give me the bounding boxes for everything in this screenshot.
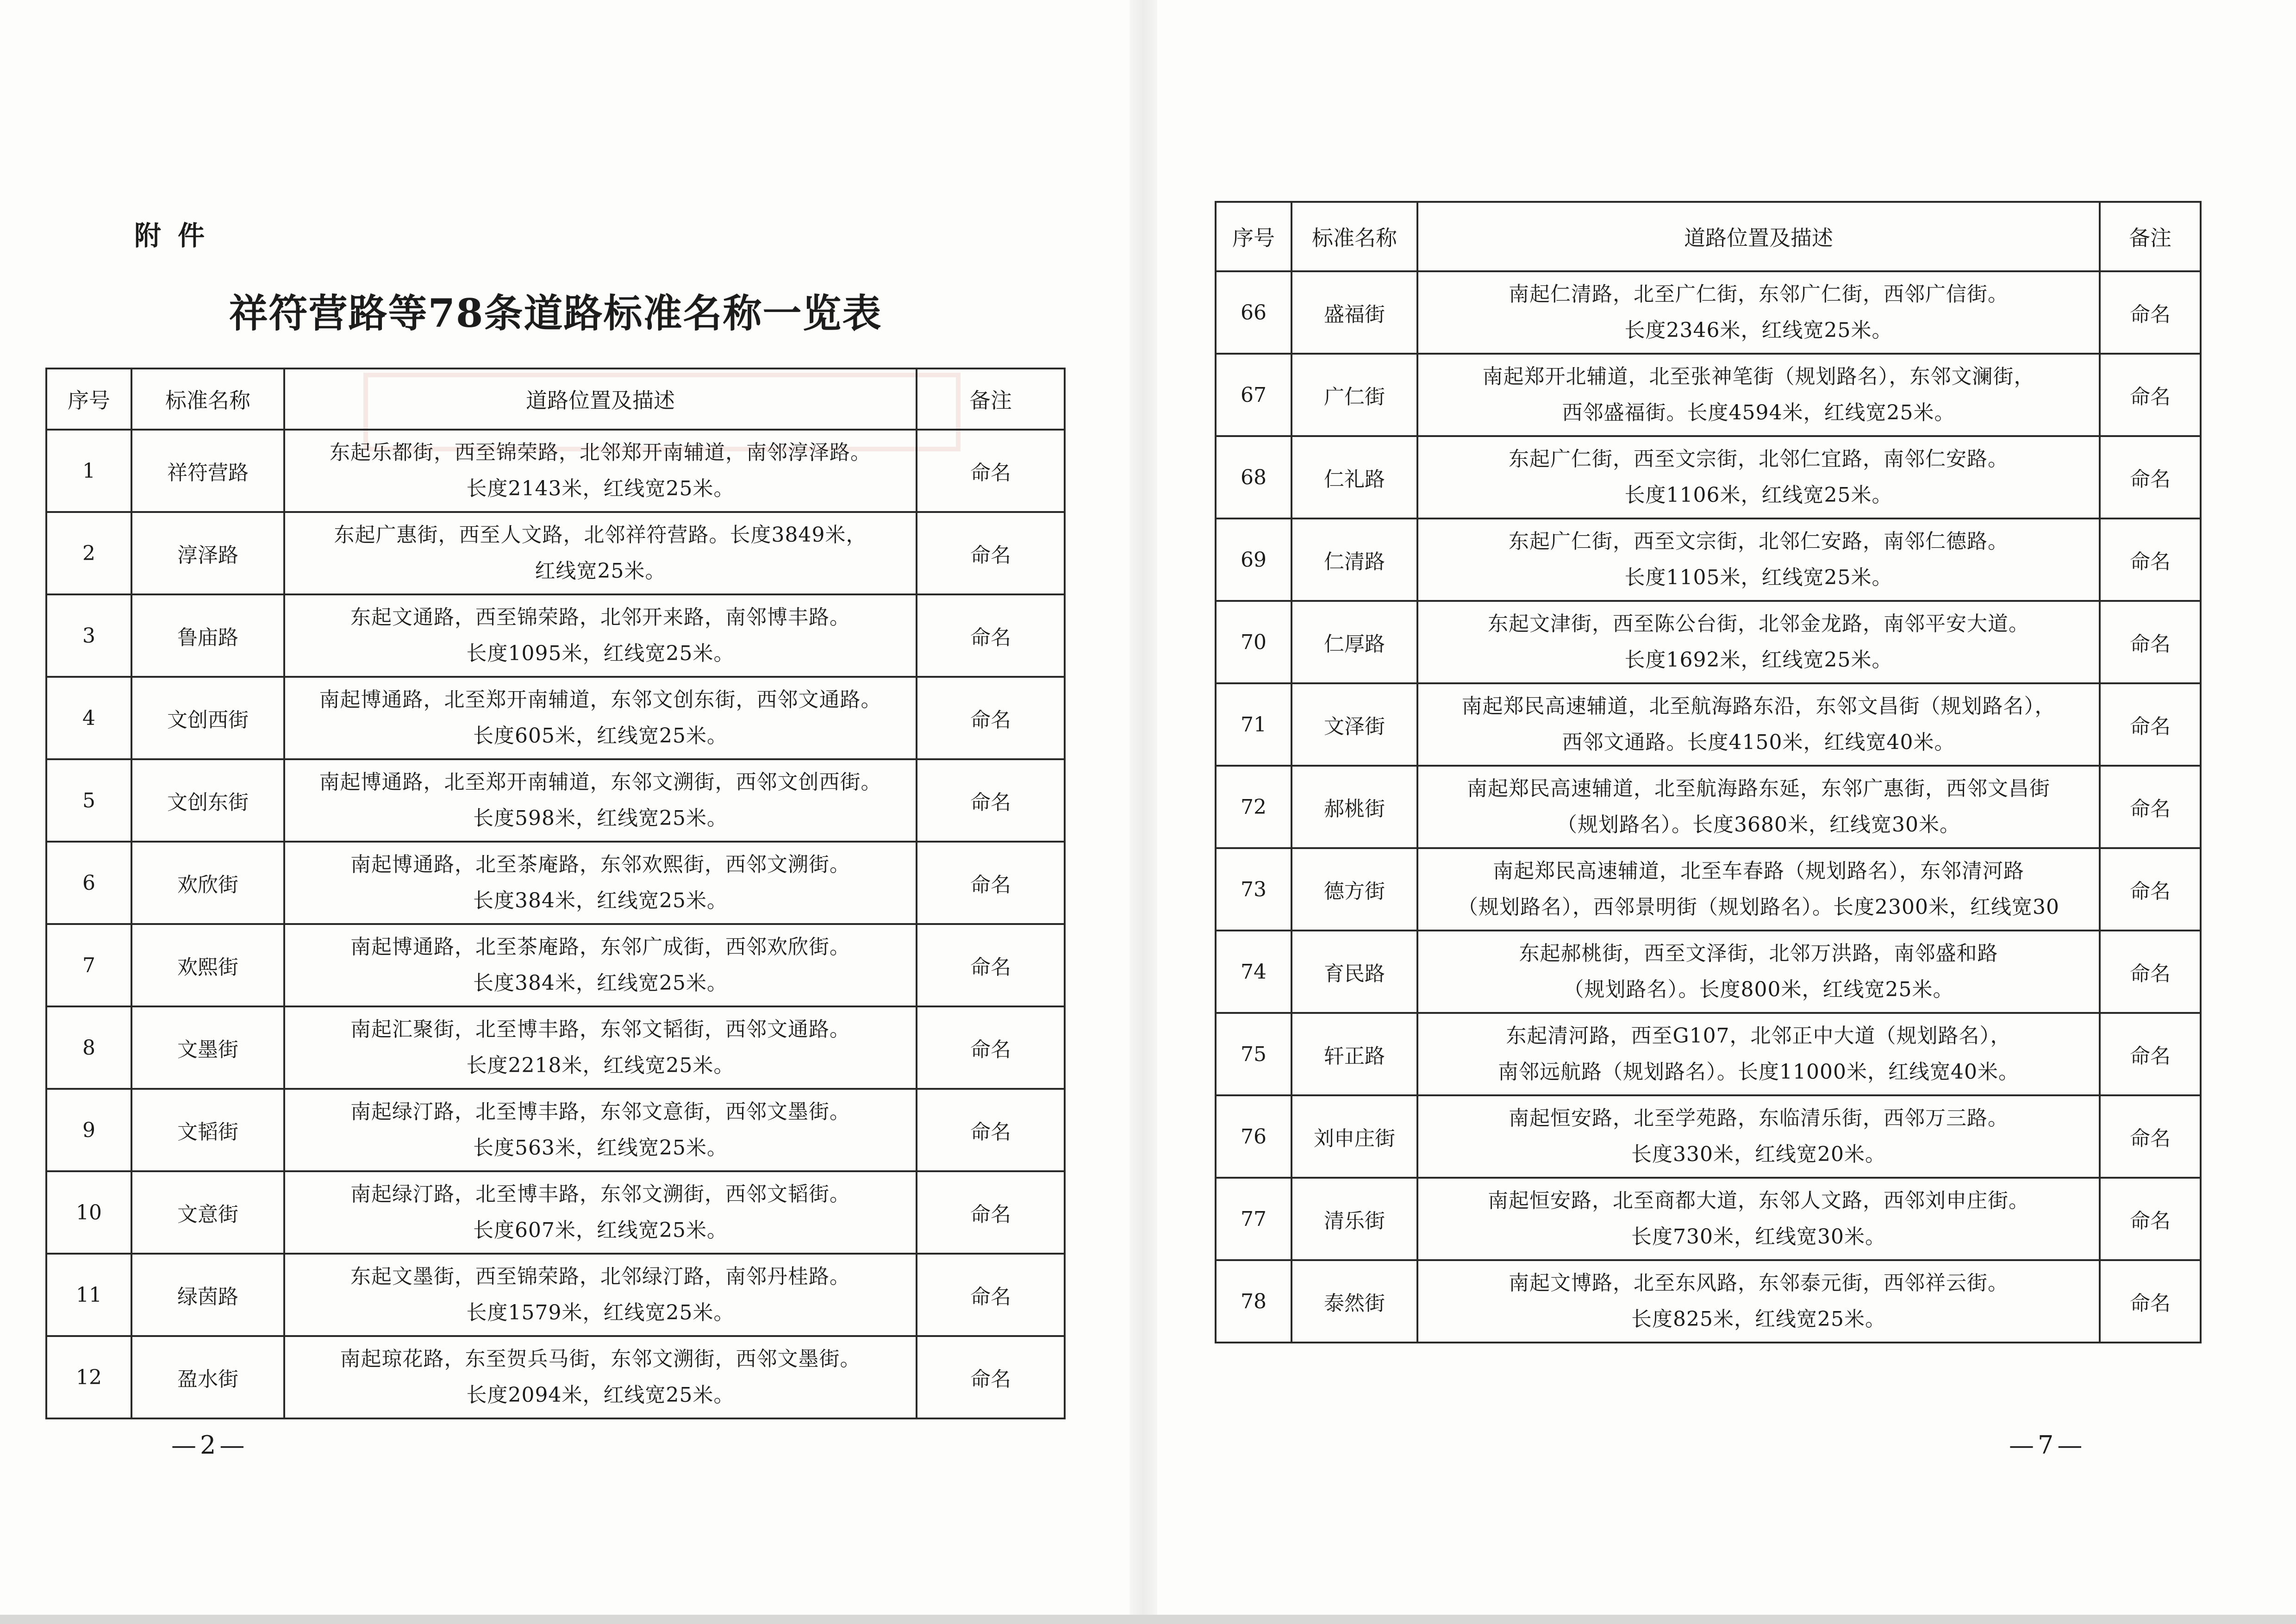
header-note: 备注 — [917, 369, 1065, 430]
header-name: 标准名称 — [131, 369, 284, 430]
desc-line: 长度1692米，红线宽25米。 — [1624, 648, 1893, 672]
row-index: 11 — [46, 1254, 131, 1336]
desc-line: 南起恒安路，北至商都大道，东邻人文路，西邻刘申庄街。 — [1488, 1189, 2029, 1212]
road-name: 郝桃街 — [1292, 766, 1417, 848]
road-description — [284, 924, 917, 1006]
road-description — [284, 1006, 917, 1089]
row-index: 77 — [1216, 1178, 1292, 1260]
road-description — [284, 1336, 917, 1418]
road-name: 育民路 — [1292, 931, 1417, 1013]
table-row — [1216, 1095, 2201, 1178]
road-description — [284, 512, 917, 594]
desc-line: 南起博通路，北至郑开南辅道，东邻文创东街，西邻文通路。 — [319, 688, 882, 712]
row-index: 66 — [1216, 271, 1292, 354]
road-description — [1417, 436, 2100, 518]
road-description — [284, 1254, 917, 1336]
desc-line: 长度1095米，红线宽25米。 — [466, 642, 735, 665]
desc-line: 东起文津街，西至陈公台街，北邻金龙路，南邻平安大道。 — [1488, 612, 2029, 636]
road-description — [1417, 1013, 2100, 1095]
attachment-label: 附件 — [134, 220, 222, 251]
table-row — [46, 430, 1065, 512]
row-index: 69 — [1216, 518, 1292, 601]
table-row — [46, 759, 1065, 842]
road-description — [284, 842, 917, 924]
desc-line: 西邻文通路。长度4150米，红线宽40米。 — [1562, 731, 1955, 754]
road-description — [1417, 848, 2100, 931]
road-name: 盛福街 — [1292, 271, 1417, 354]
row-index: 74 — [1216, 931, 1292, 1013]
header-description: 道路位置及描述 — [1417, 202, 2100, 271]
road-names-table-left — [45, 368, 1066, 1419]
desc-line: 东起文通路，西至锦荣路，北邻开来路，南邻博丰路。 — [350, 606, 850, 629]
road-name: 鲁庙路 — [131, 594, 284, 677]
road-note: 命名 — [2100, 436, 2201, 518]
table-row — [1216, 601, 2201, 683]
road-description — [1417, 1095, 2100, 1178]
desc-line: 南起文博路，北至东风路，东邻泰元街，西邻祥云街。 — [1509, 1271, 2009, 1295]
desc-line: 南起郑开北辅道，北至张神笔街（规划路名），东邻文澜街， — [1482, 365, 2035, 388]
road-description — [1417, 601, 2100, 683]
desc-line: 长度730米，红线宽30米。 — [1631, 1225, 1886, 1249]
row-index: 3 — [46, 594, 131, 677]
desc-line: 红线宽25米。 — [535, 559, 666, 583]
road-note: 命名 — [2100, 766, 2201, 848]
row-index: 76 — [1216, 1095, 1292, 1178]
row-index: 71 — [1216, 683, 1292, 766]
desc-line: 南邻远航路（规划路名）。长度11000米，红线宽40米。 — [1498, 1060, 2019, 1084]
road-note: 命名 — [2100, 1095, 2201, 1178]
table-row — [1216, 518, 2201, 601]
desc-line: 长度384米，红线宽25米。 — [473, 889, 728, 912]
road-name: 淳泽路 — [131, 512, 284, 594]
road-note: 命名 — [917, 759, 1065, 842]
road-name: 祥符营路 — [131, 430, 284, 512]
road-name: 仁礼路 — [1292, 436, 1417, 518]
scan-bottom-edge — [0, 1615, 2296, 1624]
row-index: 73 — [1216, 848, 1292, 931]
row-index: 10 — [46, 1171, 131, 1254]
road-name: 仁厚路 — [1292, 601, 1417, 683]
table-row — [46, 1089, 1065, 1171]
road-name: 泰然街 — [1292, 1260, 1417, 1343]
row-index: 12 — [46, 1336, 131, 1418]
desc-line: 东起文墨街，西至锦荣路，北邻绿汀路，南邻丹桂路。 — [350, 1265, 850, 1288]
row-index: 5 — [46, 759, 131, 842]
table-row — [1216, 1013, 2201, 1095]
table-row — [1216, 683, 2201, 766]
desc-line: 长度605米，红线宽25米。 — [473, 724, 728, 748]
road-description — [1417, 931, 2100, 1013]
desc-line: 长度330米，红线宽20米。 — [1631, 1143, 1886, 1166]
row-index: 4 — [46, 677, 131, 759]
row-index: 8 — [46, 1006, 131, 1089]
desc-line: （规划路名）。长度800米，红线宽25米。 — [1563, 978, 1954, 1001]
row-index: 6 — [46, 842, 131, 924]
header-note: 备注 — [2100, 202, 2201, 271]
table-row — [1216, 931, 2201, 1013]
desc-line: 长度1579米，红线宽25米。 — [466, 1301, 735, 1324]
header-name: 标准名称 — [1292, 202, 1417, 271]
table-row — [1216, 271, 2201, 354]
desc-line: 长度825米，红线宽25米。 — [1631, 1307, 1886, 1331]
road-note: 命名 — [917, 512, 1065, 594]
table-row — [46, 1171, 1065, 1254]
desc-line: 长度2143米，红线宽25米。 — [466, 477, 735, 500]
row-index: 67 — [1216, 354, 1292, 436]
road-name: 文创西街 — [131, 677, 284, 759]
road-note: 命名 — [2100, 271, 2201, 354]
road-name: 绿茵路 — [131, 1254, 284, 1336]
table-row — [46, 594, 1065, 677]
road-note: 命名 — [917, 1171, 1065, 1254]
road-note: 命名 — [917, 1254, 1065, 1336]
road-description — [1417, 354, 2100, 436]
table-row — [1216, 766, 2201, 848]
road-note: 命名 — [917, 1336, 1065, 1418]
table-row — [46, 512, 1065, 594]
road-description — [1417, 683, 2100, 766]
document-title: 祥符营路等78条道路标准名称一览表 — [229, 290, 882, 336]
desc-line: 长度1106米，红线宽25米。 — [1624, 483, 1893, 507]
desc-line: 长度607米，红线宽25米。 — [473, 1218, 728, 1242]
road-description — [1417, 271, 2100, 354]
road-name: 文泽街 — [1292, 683, 1417, 766]
road-name: 德方街 — [1292, 848, 1417, 931]
row-index: 9 — [46, 1089, 131, 1171]
desc-line: 长度2094米，红线宽25米。 — [466, 1383, 735, 1407]
desc-line: 南起博通路，北至茶庵路，东邻广成街，西邻欢欣街。 — [350, 935, 850, 959]
road-note: 命名 — [917, 842, 1065, 924]
table-row — [46, 842, 1065, 924]
row-index: 2 — [46, 512, 131, 594]
road-name: 刘申庄街 — [1292, 1095, 1417, 1178]
desc-line: 长度384米，红线宽25米。 — [473, 971, 728, 995]
desc-line: 长度563米，红线宽25米。 — [473, 1136, 728, 1160]
road-note: 命名 — [2100, 848, 2201, 931]
row-index: 70 — [1216, 601, 1292, 683]
desc-line: 南起郑民高速辅道，北至航海路东延，东邻广惠街，西邻文昌街 — [1467, 777, 2050, 800]
desc-line: 南起绿汀路，北至博丰路，东邻文意街，西邻文墨街。 — [350, 1100, 850, 1124]
road-note: 命名 — [2100, 1260, 2201, 1343]
header-index: 序号 — [46, 369, 131, 430]
desc-line: 南起博通路，北至茶庵路，东邻欢熙街，西邻文溯街。 — [350, 853, 850, 876]
table-row — [1216, 848, 2201, 931]
table-row — [1216, 1178, 2201, 1260]
desc-line: 东起广惠街，西至人文路，北邻祥符营路。长度3849米， — [334, 523, 867, 547]
table-row — [1216, 354, 2201, 436]
desc-line: 东起清河路，西至G107，北邻正中大道（规划路名）， — [1506, 1024, 2011, 1048]
road-description — [284, 677, 917, 759]
table-row — [46, 1336, 1065, 1418]
road-name: 文墨街 — [131, 1006, 284, 1089]
page-gutter — [1129, 0, 1157, 1624]
road-name: 欢熙街 — [131, 924, 284, 1006]
desc-line: 南起博通路，北至郑开南辅道，东邻文溯街，西邻文创西街。 — [319, 770, 882, 794]
road-note: 命名 — [917, 430, 1065, 512]
road-note: 命名 — [2100, 931, 2201, 1013]
road-name: 轩正路 — [1292, 1013, 1417, 1095]
road-note: 命名 — [2100, 1178, 2201, 1260]
road-note: 命名 — [2100, 354, 2201, 436]
table-row — [1216, 436, 2201, 518]
road-note: 命名 — [917, 1006, 1065, 1089]
desc-line: （规划路名），西邻景明街（规划路名）。长度2300米，红线宽30 — [1458, 895, 2059, 919]
desc-line: 长度2218米，红线宽25米。 — [466, 1054, 735, 1077]
header-index: 序号 — [1216, 202, 1292, 271]
road-note: 命名 — [917, 677, 1065, 759]
road-note: 命名 — [2100, 601, 2201, 683]
row-index: 7 — [46, 924, 131, 1006]
desc-line: 东起郝桃街，西至文泽街，北邻万洪路，南邻盛和路 — [1519, 942, 1998, 965]
desc-line: 东起乐都街，西至锦荣路，北邻郑开南辅道，南邻淳泽路。 — [330, 441, 871, 464]
road-note: 命名 — [2100, 683, 2201, 766]
road-name: 盈水街 — [131, 1336, 284, 1418]
road-description — [1417, 518, 2100, 601]
page-number-right: —7— — [2009, 1430, 2086, 1460]
row-index: 68 — [1216, 436, 1292, 518]
desc-line: 南起琼花路，东至贺兵马街，东邻文溯街，西邻文墨街。 — [340, 1347, 861, 1371]
desc-line: 南起恒安路，北至学苑路，东临清乐街，西邻万三路。 — [1509, 1106, 2009, 1130]
table-header-row — [46, 369, 1065, 430]
desc-line: 东起广仁街，西至文宗街，北邻仁安路，南邻仁德路。 — [1509, 530, 2009, 553]
road-note: 命名 — [2100, 518, 2201, 601]
desc-line: 长度598米，红线宽25米。 — [473, 806, 728, 830]
page-number-left: —2— — [171, 1430, 249, 1460]
desc-line: 南起绿汀路，北至博丰路，东邻文溯街，西邻文韬街。 — [350, 1182, 850, 1206]
desc-line: 南起仁清路，北至广仁街，东邻广仁街，西邻广信街。 — [1509, 282, 2009, 306]
row-index: 75 — [1216, 1013, 1292, 1095]
road-name: 欢欣街 — [131, 842, 284, 924]
road-description — [1417, 766, 2100, 848]
road-note: 命名 — [917, 1089, 1065, 1171]
road-note: 命名 — [2100, 1013, 2201, 1095]
road-description — [284, 1089, 917, 1171]
table-row — [46, 1254, 1065, 1336]
row-index: 1 — [46, 430, 131, 512]
road-note: 命名 — [917, 924, 1065, 1006]
road-name: 清乐街 — [1292, 1178, 1417, 1260]
table-row — [46, 677, 1065, 759]
table-row — [46, 1006, 1065, 1089]
road-name: 文意街 — [131, 1171, 284, 1254]
road-description — [284, 594, 917, 677]
road-name: 广仁街 — [1292, 354, 1417, 436]
desc-line: 长度1105米，红线宽25米。 — [1624, 566, 1893, 589]
table-row — [1216, 1260, 2201, 1343]
desc-line: 西邻盛福街。长度4594米，红线宽25米。 — [1562, 401, 1955, 425]
road-name: 文韬街 — [131, 1089, 284, 1171]
road-note: 命名 — [917, 594, 1065, 677]
row-index: 72 — [1216, 766, 1292, 848]
desc-line: （规划路名）。长度3680米，红线宽30米。 — [1557, 813, 1960, 837]
road-name: 文创东街 — [131, 759, 284, 842]
row-index: 78 — [1216, 1260, 1292, 1343]
road-description — [284, 430, 917, 512]
desc-line: 南起汇聚街，北至博丰路，东邻文韬街，西邻文通路。 — [350, 1018, 850, 1041]
desc-line: 南起郑民高速辅道，北至航海路东沿，东邻文昌街（规划路名）， — [1461, 694, 2056, 718]
table-header-row — [1216, 202, 2201, 271]
desc-line: 南起郑民高速辅道，北至车春路（规划路名），东邻清河路 — [1493, 859, 2024, 883]
desc-line: 长度2346米，红线宽25米。 — [1624, 319, 1893, 342]
road-description — [284, 759, 917, 842]
desc-line: 东起广仁街，西至文宗街，北邻仁宜路，南邻仁安路。 — [1509, 447, 2009, 471]
road-description — [284, 1171, 917, 1254]
road-names-table-right — [1215, 201, 2202, 1343]
road-description — [1417, 1178, 2100, 1260]
road-description — [1417, 1260, 2100, 1343]
header-description: 道路位置及描述 — [284, 369, 917, 430]
road-name: 仁清路 — [1292, 518, 1417, 601]
table-row — [46, 924, 1065, 1006]
